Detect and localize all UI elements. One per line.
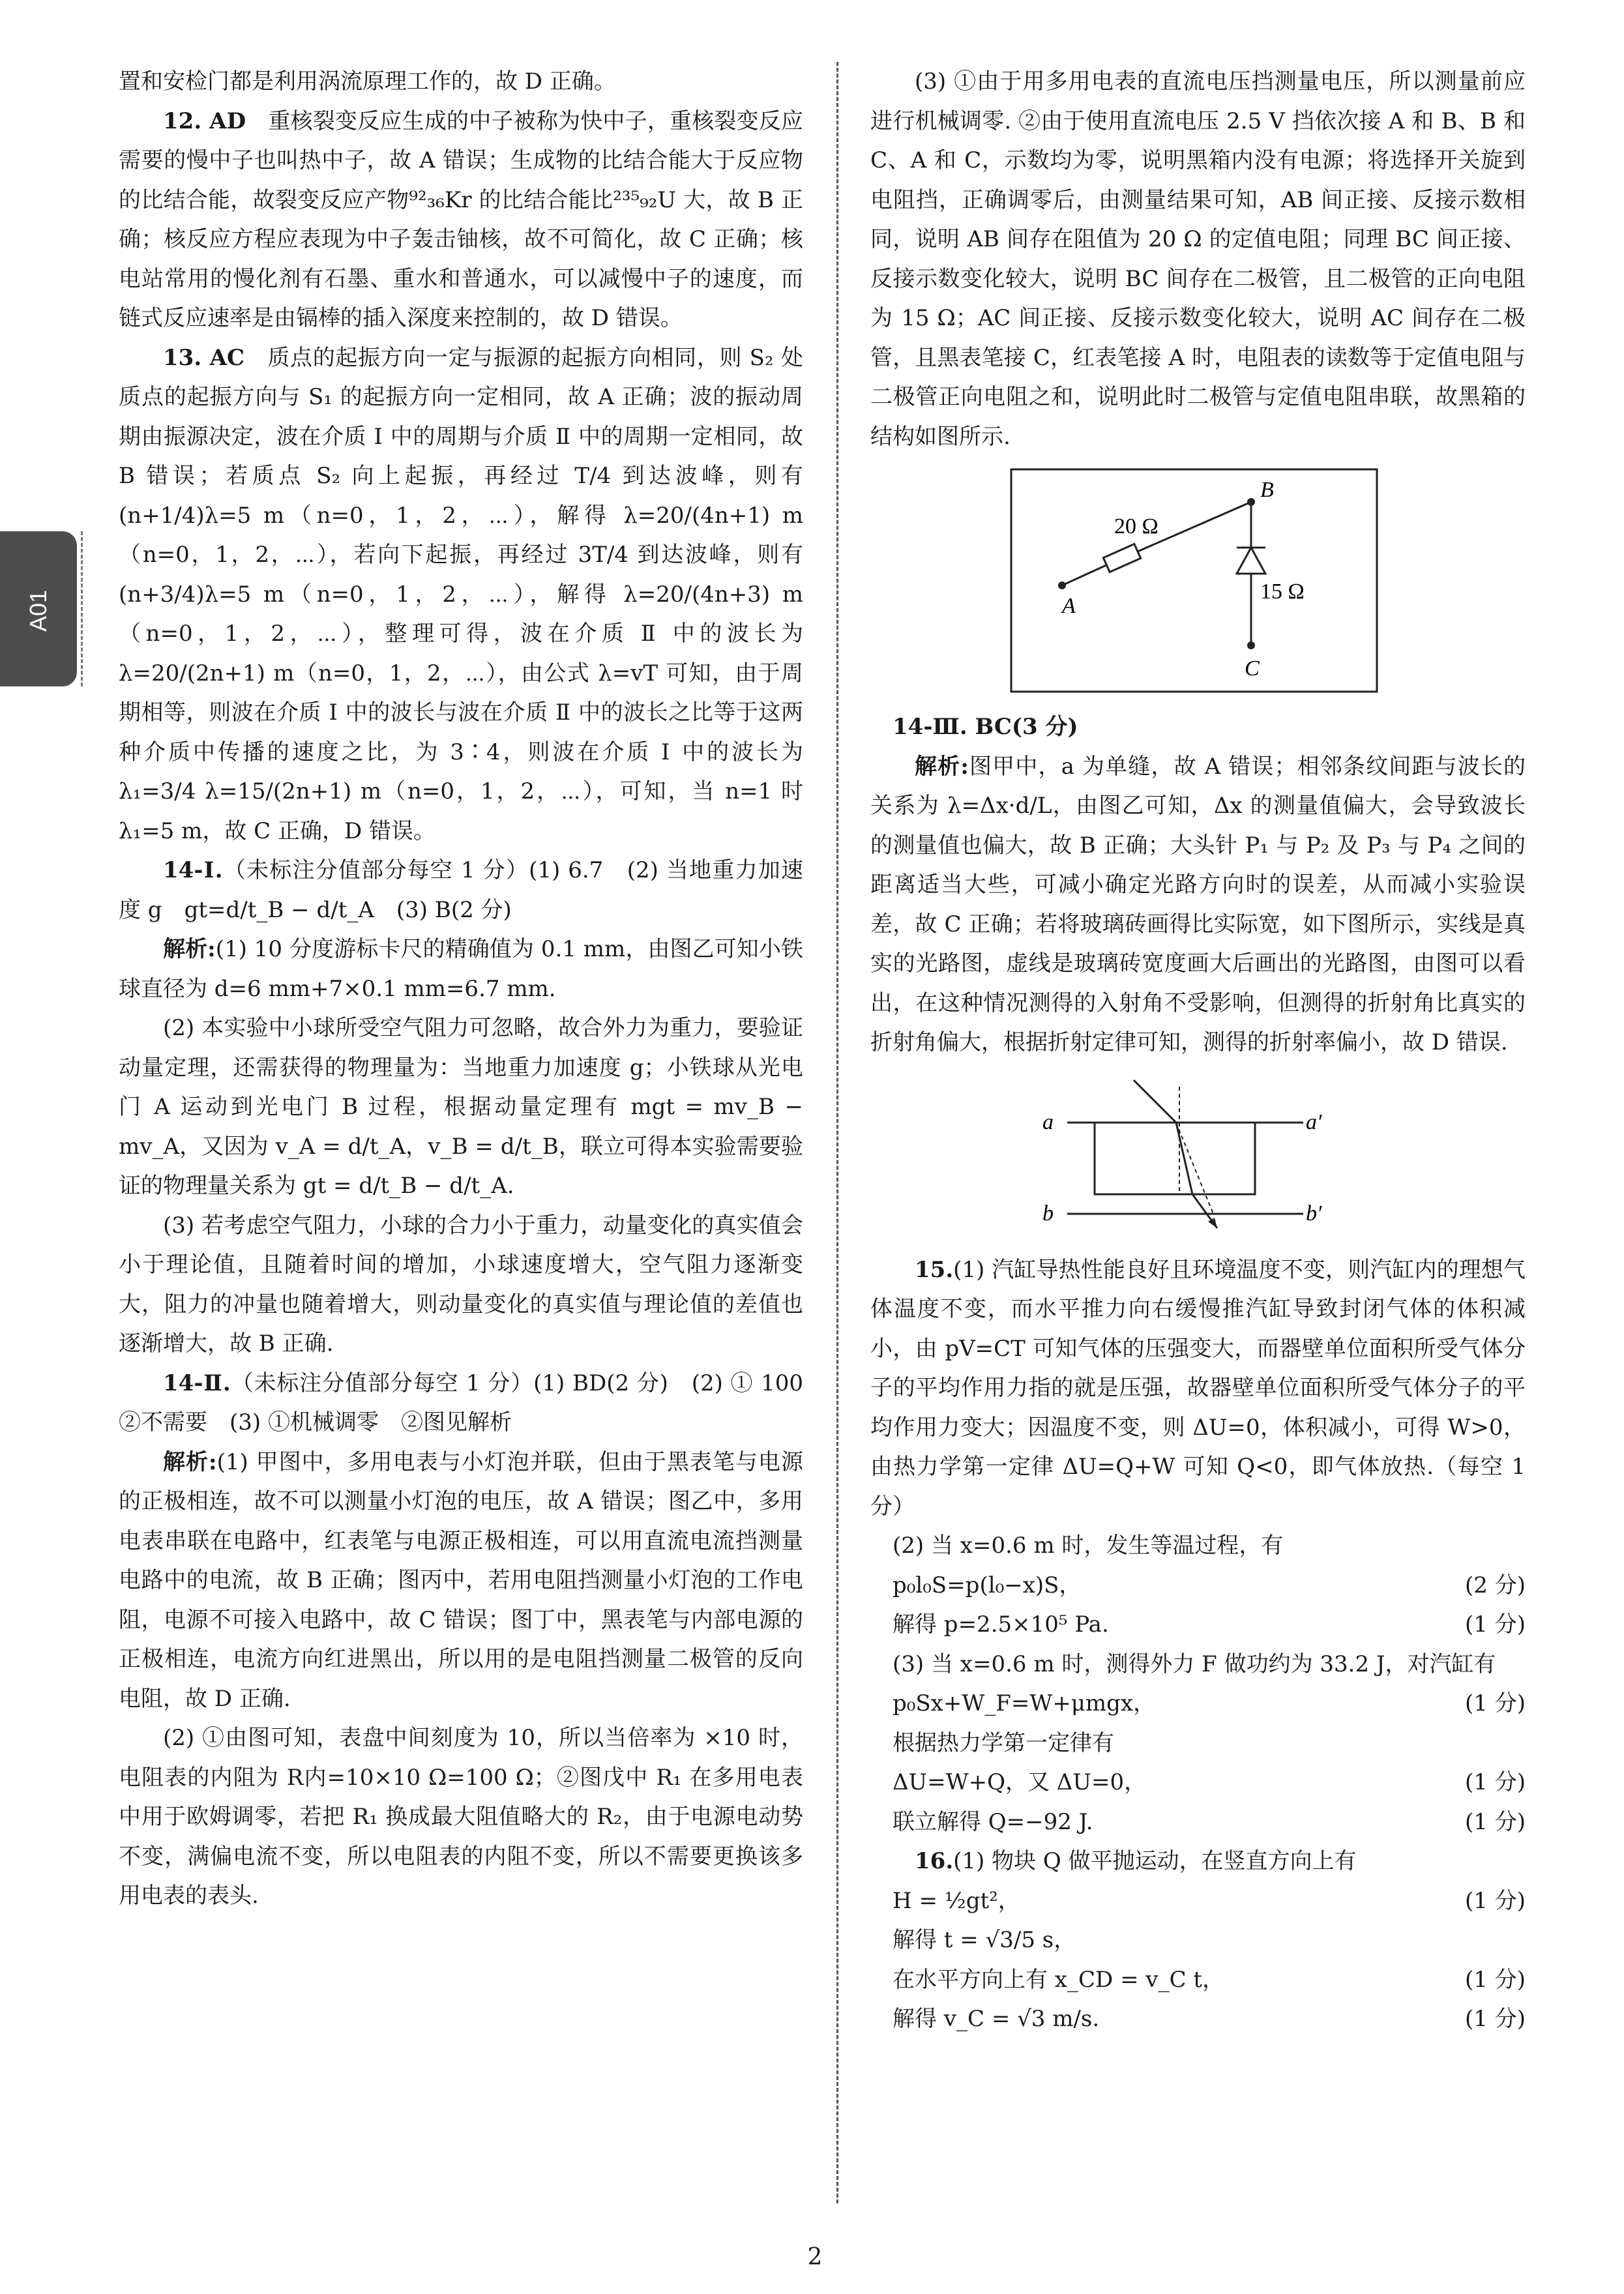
wire-a xyxy=(1062,565,1108,585)
circuit-diagram xyxy=(1010,468,1378,693)
step-text: 联立解得 Q=−92 J. xyxy=(893,1808,1093,1835)
answer-15 xyxy=(870,1250,1526,1527)
answer-label: 13. AC xyxy=(163,344,245,371)
incident-ray xyxy=(1134,1080,1176,1123)
drawn-refracted-ray xyxy=(1176,1123,1213,1214)
step-text: 解得 v_C = √3 m/s. xyxy=(893,2006,1100,2032)
step-line xyxy=(893,1605,1526,1645)
analysis-label: 解析: xyxy=(163,936,216,962)
paragraph-continuation: 置和安检门都是利用涡流原理工作的，故 D 正确。 xyxy=(119,68,616,95)
node-b-label: B xyxy=(1260,478,1274,502)
step-line xyxy=(870,1842,1526,1881)
step-score: (1 分) xyxy=(1465,1966,1526,1993)
answer-text: （未标注分值部分每空 1 分）(1) BD(2 分) (2) ① 100 ②不需要 (3) ①机械调零 ②图见解析 xyxy=(119,1370,825,1435)
true-refracted-ray xyxy=(1176,1123,1192,1194)
diode-triangle xyxy=(1237,548,1265,574)
answer-15-steps xyxy=(870,1526,1526,1842)
page-number: 2 xyxy=(807,2244,823,2271)
answer-12 xyxy=(119,102,803,338)
step-text: p₀l₀S=p(l₀−x)S， xyxy=(893,1572,1082,1598)
answer-text: （未标注分值部分每空 1 分）(1) 6.7 (2) 当地重力加速度 g gt=d/t_B − d/t_A (3) B(2 分) xyxy=(119,857,803,923)
node-c-label: C xyxy=(1245,656,1260,681)
answer-label: 12. AD xyxy=(163,108,246,134)
binding-dashed-line xyxy=(81,531,83,686)
answer-14-2 xyxy=(119,1364,825,1443)
step-line xyxy=(893,1566,1526,1606)
answer-label: 14-Ⅱ. xyxy=(163,1370,231,1396)
node-a-label: A xyxy=(1062,594,1076,618)
step-text: 解得 t = √3/5 s， xyxy=(893,1927,1076,1953)
step-line xyxy=(893,1763,1526,1802)
step-text: (2) 当 x=0.6 m 时，发生等温过程，有 xyxy=(893,1533,1284,1559)
refraction-diagram xyxy=(1042,1077,1329,1233)
step-line xyxy=(893,1684,1526,1724)
step-text: 在水平方向上有 x_CD = v_C t， xyxy=(893,1966,1225,1993)
analysis-14-1-part1 xyxy=(119,930,803,1008)
step-line xyxy=(893,1724,1526,1763)
answer-13 xyxy=(119,338,803,851)
answer-text: 质点的起振方向一定与振源的起振方向相同，则 S₂ 处质点的起振方向与 S₁ 的起振方向一定相同，故 A 正确；波的振动周期由振源决定，波在介质 Ⅰ 中的周期与介质 Ⅱ 中的周期一定相同，故 B 错误；若质点 S₂ 向上起振，再经过 T/4 到达波峰，则有 (n+1/4)λ=5 m（n=0，1，2，⋯），解得 λ=20/(4n+1) m（n=0，1，2，⋯），若向下起振，再经过 3T/4 到达波峰，则有 (n+3/4)λ=5 m（n=0，1，2，⋯），解得 λ=20/(4n+3) m（n=0，1，2，⋯），整理可得，波在介质 Ⅱ 中的波长为 λ=20/(2n+1) m（n=0，1，2，⋯），由公式 λ=vT 可知，由于周期相等，则波在介质 Ⅰ 中的波长与波在介质 Ⅱ 中的波长之比等于这两种介质中传播的速度之比，为 3∶4，则波在介质 Ⅰ 中的波长为 λ₁=3/4 λ=15/(2n+1) m（n=0，1，2，⋯），可知，当 n=1 时 λ₁=5 m，故 C 正确，D 错误。 xyxy=(119,344,803,844)
step-line xyxy=(893,1920,1526,1960)
column-divider xyxy=(836,62,838,2203)
side-tab xyxy=(0,531,77,686)
analysis-14-2-part3: (3) ①由于用多用电表的直流电压挡测量电压，所以测量前应进行机械调零. ②由于使用直流电压 2.5 V 挡依次接 A 和 B、B 和 C、A 和 C，示数均为零，说明黑箱内没有电源；将选择开关旋到电阻挡，正确调零后，由测量结果可知，AB 间正接、反接示数相同，说明 AB 间存在阻值为 20 Ω 的定值电阻；同理 BC 间正接、反接示数变化较大，说明 BC 间存在二极管，且二极管的正向电阻为 15 Ω；AC 间正接、反接示数变化较大，说明 AC 间存在二极管，且黑表笔接 C，红表笔接 A 时，电阻表的读数等于定值电阻与二极管正向电阻之和，说明此时二极管与定值电阻串联，故黑箱的结构如图所示. xyxy=(870,68,1526,450)
step-line xyxy=(893,1526,1526,1566)
analysis-text: (1) 甲图中，多用电表与小灯泡并联，但由于黑表笔与电源的正极相连，故不可以测量小灯泡的电压，故 A 错误；图乙中，多用电表串联在电路中，红表笔与电源正极相连，可以用直流电流挡测量电路中的电流，故 B 正确；图丙中，若用电阻挡测量小灯泡的工作电阻，电源不可接入电路中，故 C 错误；图丁中，黑表笔与内部电源的正极相连，电流方向红进黑出，所以用的是电阻挡测量二极管的反向电阻，故 D 正确. xyxy=(119,1448,803,1712)
label-b-prime: b′ xyxy=(1306,1201,1322,1226)
analysis-14-1-part2: (2) 本实验中小球所受空气阻力可忽略，故合外力为重力，要验证动量定理，还需获得的物理量为：当地重力加速度 g；小铁球从光电门 A 运动到光电门 B 过程，根据动量定理有 mgt = mv_B − mv_A，又因为 v_A = d/t_A，v_B = d/t_B，联立可得本实验需要验证的物理量关系为 gt = d/t_B − d/t_A. xyxy=(119,1015,803,1199)
analysis-14-2-part2: (2) ①由图可知，表盘中间刻度为 10，所以当倍率为 ×10 时，电阻表的内阻为 R内=10×10 Ω=100 Ω；②图戊中 R₁ 在多用电表中用于欧姆调零，若把 R₁ 换成最大阻值略大的 R₂，由于电源电动势不变，满偏电流不变，所以电阻表的内阻不变，所以不需要更换该多用电表的表头. xyxy=(119,1725,803,1909)
glass-brick xyxy=(1095,1123,1255,1194)
right-column xyxy=(870,62,1526,2039)
left-column xyxy=(119,62,825,1916)
step-text: 根据热力学第一定律有 xyxy=(893,1729,1114,1756)
step-score: (1 分) xyxy=(1465,1887,1526,1914)
resistor-label: 20 Ω xyxy=(1114,514,1159,538)
analysis-14-2-part1 xyxy=(119,1443,803,1719)
side-tab-label: A01 xyxy=(25,589,52,632)
label-a: a xyxy=(1042,1110,1054,1134)
step-text: ΔU=W+Q，又 ΔU=0， xyxy=(893,1769,1147,1795)
step-score: (1 分) xyxy=(1465,1611,1526,1638)
analysis-label: 解析: xyxy=(915,753,969,780)
step-score: (1 分) xyxy=(1465,1808,1526,1835)
step-score: (1 分) xyxy=(1465,1690,1526,1716)
step-text: p₀Sx+W_F=W+μmgx， xyxy=(893,1690,1156,1716)
label-a-prime: a′ xyxy=(1306,1110,1322,1134)
diode-label: 15 Ω xyxy=(1260,580,1305,604)
analysis-label: 解析: xyxy=(163,1448,217,1475)
step-line xyxy=(893,1645,1526,1684)
step-line xyxy=(893,1999,1526,2039)
step-score: (2 分) xyxy=(1465,1572,1526,1598)
answer-16-steps xyxy=(870,1881,1526,2039)
step-score: (1 分) xyxy=(1465,1769,1526,1795)
analysis-text: 图甲中，a 为单缝，故 A 错误；相邻条纹间距与波长的关系为 λ=Δx·d/L，由图乙可知，Δx 的测量值偏大，会导致波长的测量值也偏大，故 B 正确；大头针 P₁ 与 P₂ 及 P₃ 与 P₄ 之间的距离适当大些，可减小确定光路方向时的误差，从而减小实验误差，故 C 正确；若将玻璃砖画得比实际宽，如下图所示，实线是真实的光路图，虚线是玻璃砖宽度画大后画出的光路图，由图可以看出，在这种情况测得的入射角不受影响，但测得的折射角比真实的折射角偏大，根据折射定律可知，测得的折射率偏小，故 D 错误. xyxy=(870,753,1526,1055)
figure-frame xyxy=(1011,469,1377,692)
analysis-text: (1) 10 分度游标卡尺的精确值为 0.1 mm，由图乙可知小铁球直径为 d=6 mm+7×0.1 mm=6.7 mm. xyxy=(119,936,803,1002)
step-text: (1) 物块 Q 做平抛运动，在竖直方向上有 xyxy=(953,1848,1357,1874)
label-b: b xyxy=(1042,1201,1054,1226)
step-text: H = ½gt²， xyxy=(893,1887,1020,1914)
answer-16 xyxy=(870,1842,1526,2039)
step-text: (3) 当 x=0.6 m 时，测得外力 F 做功约为 33.2 J，对汽缸有 xyxy=(893,1651,1496,1677)
step-text: 解得 p=2.5×10⁵ Pa. xyxy=(893,1611,1109,1638)
answer-text: (1) 汽缸导热性能良好且环境温度不变，则汽缸内的理想气体温度不变，而水平推力向右缓慢推汽缸导致封闭气体的体积减小，由 pV=CT 可知气体的压强变大，而器壁单位面积所受气体分子的平均作用力指的就是压强，故器壁单位面积所受气体分子的平均作用力变大；因温度不变，则 ΔU=0，体积减小，可得 W>0，由热力学第一定律 ΔU=Q+W 可知 Q<0，即气体放热.（每空 1 分） xyxy=(870,1256,1526,1520)
answer-label: 15. xyxy=(915,1256,954,1283)
step-score: (1 分) xyxy=(1465,2006,1526,2032)
analysis-14-3 xyxy=(870,747,1526,1063)
answer-14-1 xyxy=(119,851,803,930)
step-line xyxy=(893,1802,1526,1842)
resistor-20-ohm xyxy=(1103,544,1140,572)
node-a xyxy=(1058,581,1066,589)
exit-arrow xyxy=(1208,1218,1217,1228)
step-line xyxy=(893,1881,1526,1921)
analysis-14-1-part3: (3) 若考虑空气阻力，小球的合力小于重力，动量变化的真实值会小于理论值，且随着时间的增加，小球速度增大，空气阻力逐渐变大，阻力的冲量也随着增大，则动量变化的真实值与理论值的差值也逐渐增大，故 B 正确. xyxy=(119,1212,803,1357)
refraction-figure xyxy=(1042,1077,1526,1236)
answer-label: 14-Ⅰ. xyxy=(163,857,223,883)
black-box-circuit-figure xyxy=(1010,468,1526,696)
answer-label: 16. xyxy=(915,1848,954,1874)
answer-14-3-title: 14-Ⅲ. BC(3 分) xyxy=(893,714,1078,740)
step-line xyxy=(893,1960,1526,2000)
answer-text: 重核裂变反应生成的中子被称为快中子，重核裂变反应需要的慢中子也叫热中子，故 A 错误；生成物的比结合能大于反应物的比结合能，故裂变反应产物⁹²₃₆Kr 的比结合能比²³⁵₉₂U 大，故 B 正确；核反应方程应表现为中子轰击铀核，故不可简化，故 C 正确；核电站常用的慢化剂有石墨、重水和普通水，可以减慢中子的速度，而链式反应速率是由镉棒的插入深度来控制的，故 D 错误。 xyxy=(119,108,804,331)
